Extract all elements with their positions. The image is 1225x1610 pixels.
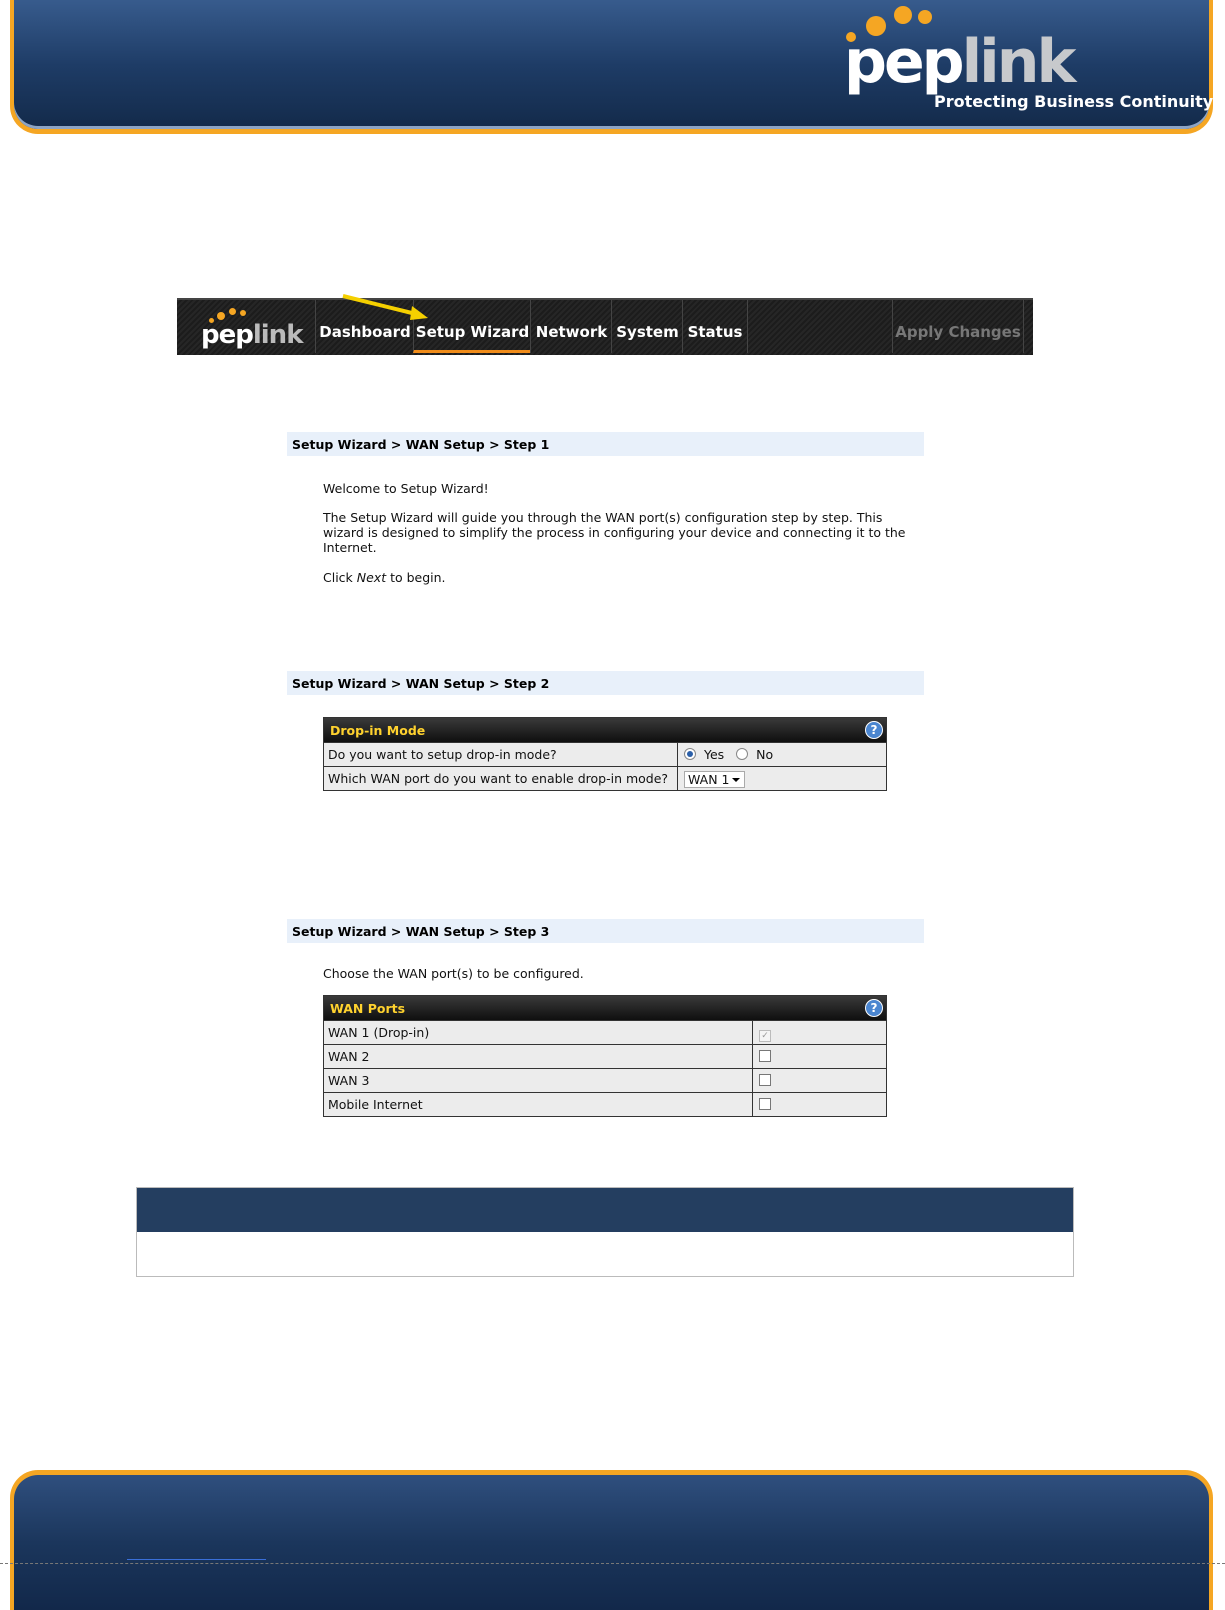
radio-yes-label: Yes	[703, 747, 725, 762]
step1-click-next	[323, 570, 446, 585]
description-line: wizard is designed to simplify the process in configuring your device and connecting it to the	[323, 525, 906, 540]
note-box	[136, 1187, 1074, 1277]
nav-dashboard[interactable]: Dashboard	[315, 300, 414, 353]
help-icon[interactable]: ?	[865, 999, 883, 1017]
logo-dot	[229, 308, 236, 315]
wan-port-checkbox-cell	[753, 1069, 771, 1092]
table-row	[324, 1044, 886, 1068]
wan-ports-table	[323, 995, 887, 1117]
drop-in-question-label: Do you want to setup drop-in mode?	[324, 743, 678, 766]
nav-network[interactable]: Network	[530, 300, 612, 353]
brand-tagline: Protecting Business Continuity	[934, 92, 1214, 111]
next-emphasis: Next	[356, 570, 387, 585]
nav-peplink-logo	[199, 306, 309, 352]
pointer-arrow-icon	[340, 293, 435, 323]
brand-link: link	[961, 27, 1074, 97]
note-box-header	[137, 1188, 1073, 1232]
drop-in-mode-title: Drop-in Mode	[330, 723, 426, 738]
footer-link[interactable]	[127, 1551, 266, 1560]
nav-system[interactable]: System	[611, 300, 683, 353]
radio-no-label: No	[756, 747, 774, 762]
table-row	[324, 1092, 886, 1116]
wan-port-checkbox-cell	[753, 1045, 771, 1068]
peplink-logo	[844, 0, 1214, 111]
wan-port-select-cell	[678, 767, 745, 790]
logo-dot	[217, 312, 225, 320]
wan-port-checkbox-cell	[753, 1021, 771, 1044]
step1-welcome: Welcome to Setup Wizard!	[323, 481, 489, 496]
mobile-internet-checkbox[interactable]	[759, 1098, 771, 1110]
description-line: Internet.	[323, 540, 377, 555]
footer-banner	[10, 1470, 1213, 1610]
brand-pep: pep	[844, 27, 962, 97]
wan-port-label: Mobile Internet	[324, 1093, 753, 1116]
step3-breadcrumb: Setup Wizard > WAN Setup > Step 3	[287, 919, 924, 943]
nav-status[interactable]: Status	[682, 300, 748, 353]
header-banner	[10, 0, 1213, 134]
nav-logo-link: link	[252, 320, 303, 350]
main-nav-bar	[177, 298, 1033, 355]
click-suffix: to begin.	[386, 570, 446, 585]
drop-in-mode-header	[324, 718, 886, 742]
help-icon[interactable]: ?	[865, 721, 883, 739]
radio-yes[interactable]	[684, 748, 696, 760]
brand-wordmark	[844, 27, 1074, 97]
wan-ports-header	[324, 996, 886, 1020]
wan-port-label: WAN 3	[324, 1069, 753, 1092]
wan2-checkbox[interactable]	[759, 1050, 771, 1062]
wan-port-label: WAN 1 (Drop-in)	[324, 1021, 753, 1044]
table-row	[324, 1020, 886, 1044]
nav-setup-wizard[interactable]: Setup Wizard	[413, 300, 531, 353]
wan1-checkbox[interactable]: ✓	[759, 1030, 771, 1042]
chevron-down-icon	[732, 778, 740, 782]
footer-divider	[0, 1563, 1225, 1564]
nav-wordmark	[201, 320, 302, 350]
drop-in-radio-group	[678, 743, 773, 766]
nav-logo-pep: pep	[201, 320, 253, 350]
table-row	[324, 1068, 886, 1092]
apply-changes-button[interactable]: Apply Changes	[892, 300, 1024, 353]
step1-breadcrumb: Setup Wizard > WAN Setup > Step 1	[287, 432, 924, 456]
wan-port-checkbox-cell	[753, 1093, 771, 1116]
click-prefix: Click	[323, 570, 357, 585]
drop-in-question-row	[324, 742, 886, 766]
radio-no[interactable]	[736, 748, 748, 760]
step3-instruction: Choose the WAN port(s) to be configured.	[323, 966, 584, 981]
description-line: The Setup Wizard will guide you through the WAN port(s) configuration step by step. This	[323, 510, 883, 525]
logo-dot	[894, 6, 912, 24]
logo-dot	[918, 10, 932, 24]
wan-port-question-label: Which WAN port do you want to enable drop-in mode?	[324, 767, 678, 790]
wan-port-select-row	[324, 766, 886, 790]
wan-port-label: WAN 2	[324, 1045, 753, 1068]
wan-ports-title: WAN Ports	[330, 1001, 406, 1016]
wan3-checkbox[interactable]	[759, 1074, 771, 1086]
footer-banner-background	[14, 1475, 1209, 1610]
drop-in-mode-table	[323, 717, 887, 791]
logo-dot	[240, 310, 246, 316]
step2-breadcrumb: Setup Wizard > WAN Setup > Step 2	[287, 671, 924, 695]
wan-port-select-value: WAN 1	[688, 772, 730, 787]
wan-port-select[interactable]	[684, 771, 745, 788]
step1-description	[323, 510, 905, 555]
